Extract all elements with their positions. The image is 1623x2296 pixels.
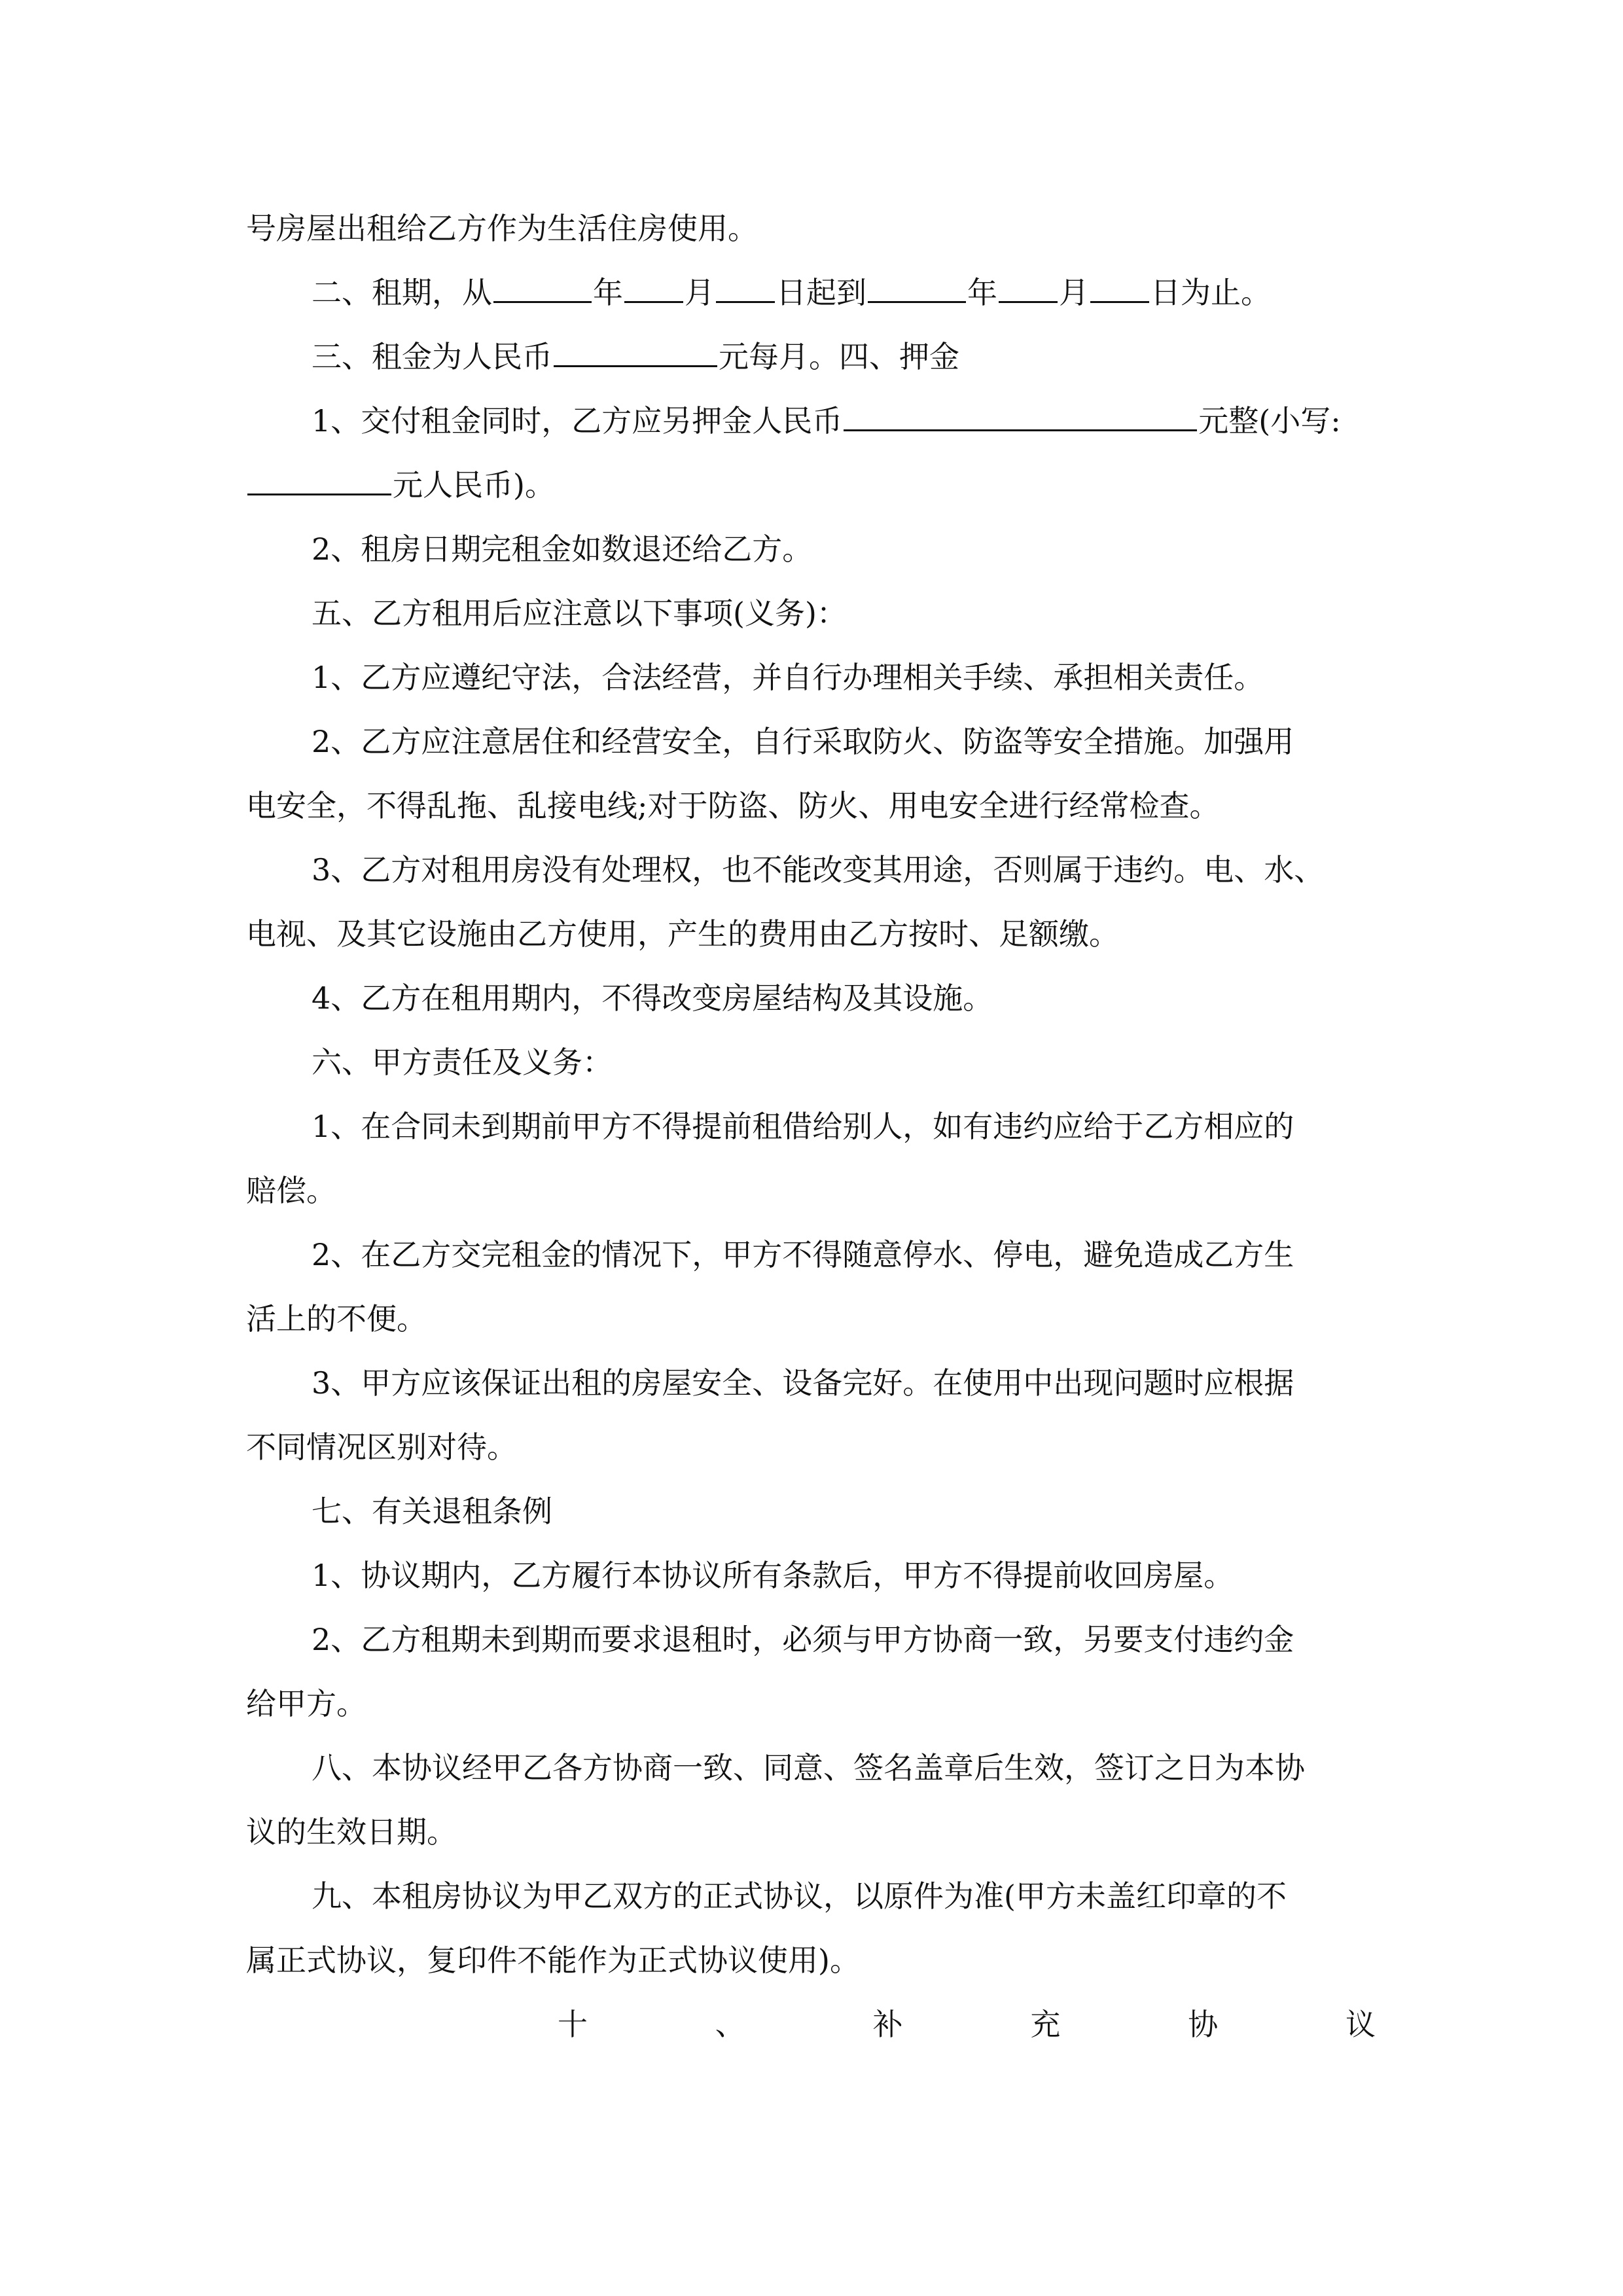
deposit-small-blank xyxy=(247,456,391,495)
lease-term-prefix: 二、租期，从 xyxy=(312,275,492,310)
deposit-amount-blank xyxy=(844,391,1197,431)
heading-char: 协 xyxy=(1188,2007,1219,2042)
paragraph-line: 2、乙方租期未到期而要求退租时，必须与甲方协商一致，另要支付违约金 xyxy=(312,1622,1294,1657)
paragraph-line: 3、甲方应该保证出租的房屋安全、设备完好。在使用中出现问题时应根据 xyxy=(312,1365,1294,1401)
deposit-suffix: 元整(小写: xyxy=(1198,403,1341,439)
deposit-small-suffix: 元人民币)。 xyxy=(393,467,555,503)
lease-term-line xyxy=(246,260,1378,325)
paragraph-line: 2、租房日期完租金如数退还给乙方。 xyxy=(312,531,813,567)
deposit-prefix: 1、交付租金同时，乙方应另押金人民币 xyxy=(312,403,843,439)
rent-suffix: 元每月。四、押金 xyxy=(719,339,959,374)
paragraph-line: 八、本协议经甲乙各方协商一致、同意、签名盖章后生效，签订之日为本协 xyxy=(312,1750,1305,1785)
heading-char: 充 xyxy=(1030,2007,1061,2042)
section-heading: 五、乙方租用后应注意以下事项(义务)： xyxy=(312,596,847,631)
rent-amount-blank xyxy=(554,327,717,367)
paragraph-line: 赔偿。 xyxy=(246,1173,336,1208)
heading-char: 十 xyxy=(558,2007,588,2042)
rent-prefix: 三、租金为人民币 xyxy=(312,339,552,374)
paragraph-line: 属正式协议，复印件不能作为正式协议使用)。 xyxy=(246,1943,860,1978)
rent-line xyxy=(246,325,1378,389)
paragraph-line: 2、在乙方交完租金的情况下，甲方不得随意停水、停电，避免造成乙方生 xyxy=(312,1237,1294,1272)
start-year-label: 年 xyxy=(593,275,623,310)
start-month-label: 月 xyxy=(685,275,715,310)
start-year-blank xyxy=(493,263,592,303)
end-year-label: 年 xyxy=(967,275,997,310)
end-month-blank xyxy=(999,263,1058,303)
end-day-label: 日为止。 xyxy=(1150,275,1271,310)
paragraph-line: 不同情况区别对待。 xyxy=(246,1429,517,1465)
end-year-blank xyxy=(868,263,966,303)
paragraph-line: 号房屋出租给乙方作为生活住房使用。 xyxy=(246,211,758,246)
end-month-label: 月 xyxy=(1059,275,1089,310)
heading-char: 、 xyxy=(715,2007,745,2042)
end-day-blank xyxy=(1090,263,1149,303)
paragraph-line: 九、本租房协议为甲乙双方的正式协议，以原件为准(甲方未盖红印章的不 xyxy=(312,1878,1287,1914)
deposit-small-line xyxy=(246,453,1378,517)
section-heading: 七、有关退租条例 xyxy=(312,1494,552,1529)
paragraph-line: 2、乙方应注意居住和经营安全，自行采取防火、防盗等安全措施。加强用 xyxy=(312,724,1294,759)
start-day-label: 日起到 xyxy=(776,275,866,310)
paragraph-line: 给甲方。 xyxy=(246,1686,366,1721)
paragraph-line: 1、在合同未到期前甲方不得提前租借给别人，如有违约应给于乙方相应的 xyxy=(312,1109,1294,1144)
paragraph-line: 议的生效日期。 xyxy=(246,1814,457,1850)
paragraph-line: 电视、及其它设施由乙方使用，产生的费用由乙方按时、足额缴。 xyxy=(246,916,1119,952)
section-heading: 六、甲方责任及义务： xyxy=(312,1045,613,1080)
paragraph-line: 电安全，不得乱拖、乱接电线;对于防盗、防火、用电安全进行经常检查。 xyxy=(246,788,1220,823)
start-day-blank xyxy=(716,263,775,303)
contract-body xyxy=(246,196,1378,2056)
paragraph-line: 活上的不便。 xyxy=(246,1301,427,1336)
paragraph-line: 3、乙方对租用房没有处理权，也不能改变其用途，否则属于违约。电、水、 xyxy=(312,852,1325,888)
heading-char: 议 xyxy=(1345,2007,1376,2042)
paragraph-line: 1、协议期内，乙方履行本协议所有条款后，甲方不得提前收回房屋。 xyxy=(312,1558,1234,1593)
deposit-line xyxy=(246,389,1378,453)
heading-char: 补 xyxy=(872,2007,903,2042)
start-month-blank xyxy=(624,263,683,303)
paragraph-line: 1、乙方应遵纪守法，合法经营，并自行办理相关手续、承担相关责任。 xyxy=(312,660,1264,695)
paragraph-line: 4、乙方在租用期内，不得改变房屋结构及其设施。 xyxy=(312,980,993,1016)
supplementary-heading xyxy=(246,1992,1378,2056)
